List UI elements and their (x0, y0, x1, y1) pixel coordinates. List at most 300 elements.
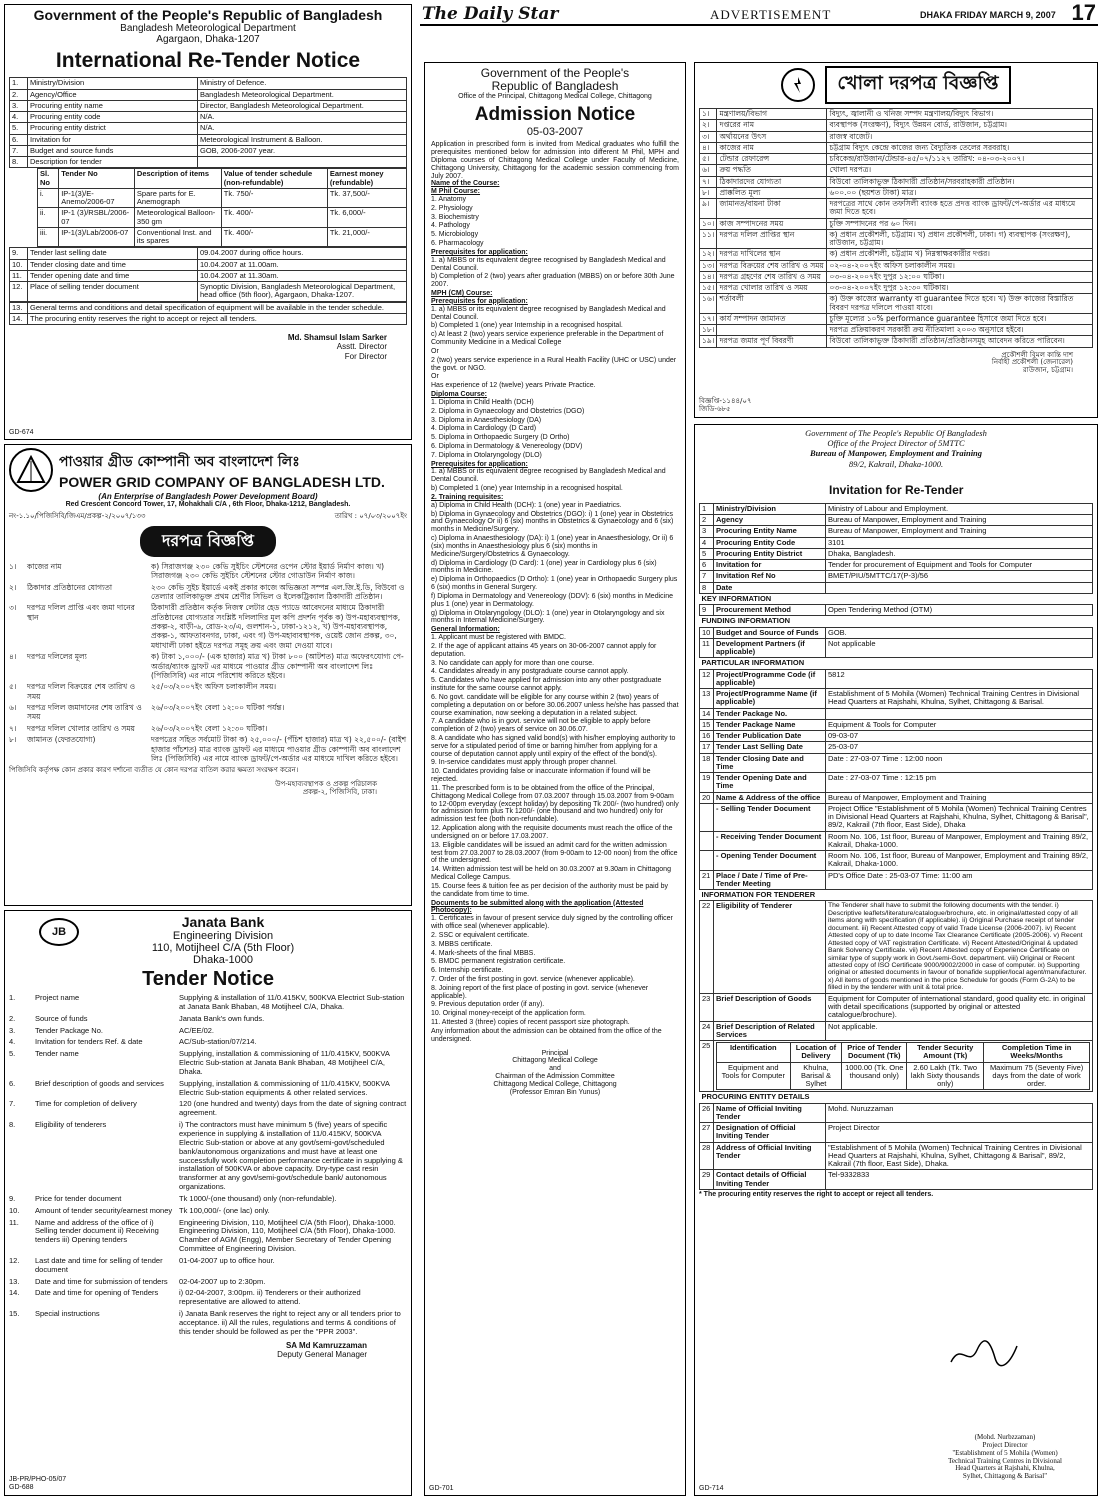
row-value: Not applicable (826, 638, 1093, 658)
row-label: কাজ সম্পাদনের সময় (717, 218, 827, 229)
table-cell: Khulna, Barisal & Sylhet (790, 1062, 842, 1090)
khola-code-1: বিজ্ঞপ্তি-১১৪৪/০৭ (699, 397, 752, 406)
item-number: 5. (9, 1049, 16, 1059)
table-cell: Meteorological Balloon-350 gm (134, 208, 221, 228)
row-label: Development Partners (if applicable) (714, 638, 826, 658)
row-value: Establishment of 5 Mohila (Women) Technical Training Centres in Divisional Head Quarters at Rajshahi, Khulna, Sylhet, Chittagong & Barisal. (826, 689, 1093, 709)
bmd-sign-name: Md. Shamsul Islam Sarker (287, 333, 387, 343)
list-item: 11. The prescribed form is to be obtained from the office of the Principal, Chittagong Medical College from 07.03.2007 through 15.03.2007 from 9-00am to 12-00pm everyday (except holiday) by depositing Tk 200/- (two hundred) only for admission form plus Tk 1200/- (one thousand and two hundred) only for admission test fee (both non-refundable). (431, 784, 679, 824)
row-number: 7. (10, 145, 28, 156)
row-label: Place of selling tender document (28, 282, 198, 302)
item-value: 01-04-2007 up to office hour. (179, 1255, 275, 1265)
bmd-gov: Government of the People's Republic of Bangladesh (33, 7, 383, 23)
row-value: The Tenderer shall have to submit the following documents with the tender. i) Descriptive leaflets/literature/catalogue/brochure, etc. in original/attested copy of all items along with specification (if applicable). ii) Original Purchase receipt of tender document. iii) Recent Attested copy of valid Trade License (2006-2007). iv) Recent Attested copy of up to date Income Tax Clearance Certificate (2005-2006). v) Recent Attested copy of VAT registration Certificate. vi) Recent Attested/Original & updated Bank Solvency Certificate. vii) Recent Attested copy of Experience Certificate on similar type of supply work in Govt./semi-Govt. department. viii) Original or Recent attested copy of ISO Certificate 9000/9002/2000 in case of computer. ix) Supporting original or attested documents in favour of bonafide supplier/local agent/manufacturer. x) All items of goods mentioned in the price Schedule for goods (Form G-2A) to be filled in by the tenderer with unit & total price. (826, 901, 1093, 994)
item-label: Special instructions (35, 1309, 100, 1319)
signature-icon (947, 1338, 1027, 1377)
list-item: e) Diploma in Orthopaedics (D Ortho): 1 (one) year in Orthopaedic Surgery plus 6 (six) months in General Surgery. (431, 576, 678, 592)
row-label: Agency/Office (28, 89, 198, 100)
item-label: Brief description of goods and services (35, 1078, 164, 1088)
bmd-notice (4, 4, 412, 440)
table-row (700, 669, 1093, 689)
table-row (700, 1170, 1093, 1190)
row-value: ৬০০.০০ (ছয়শত টাকা) মাত্র। (827, 187, 1093, 198)
janata-rows (9, 994, 407, 1337)
row-label: দরপত্র দাখিলের স্থান (717, 249, 827, 260)
row-number: ১৪। (700, 271, 717, 282)
table-row (10, 248, 407, 259)
cmc-mph-pre (431, 306, 679, 390)
item-value: ২৬/০৩/২০০৭ইং বেলা ১২:০০ ঘটিকা পর্যন্ত। (151, 703, 285, 713)
table-row (700, 803, 1093, 831)
row-value (826, 708, 1093, 719)
row-label: Designation of Official Inviting Tender (714, 1123, 826, 1143)
row-number: 21 (700, 870, 714, 890)
row-value: Ministry of Labour and Employment. (826, 503, 1093, 514)
table-row (700, 548, 1093, 559)
item-label: Name and address of the office of i) Selling tender document ii) Receiving tenders iii) Opening tenders (35, 1217, 159, 1245)
list-item: Or (431, 373, 439, 381)
janata-div: Engineering Division (172, 930, 274, 942)
row-value: Director, Bangladesh Meteorological Department. (198, 100, 407, 111)
smttc-note: * The procuring entity reserves the right to accept or reject all tenders. (699, 1190, 934, 1198)
item-value: i) The contractors must have minimum 5 (five) years of specific experience in supplying & installation of 11/0.415KV, 500KVA Electric Sub-station or above at any govt/semi-govt/scheduled bank/autonomous organizations and must have at least one successfully work completion performance certificate in supplying & installation of 500KVA or above capacity. Dry-type cast resin transformer at any govt/semi-govt/schedule bank/ autonomous organizations. (179, 1120, 403, 1192)
row-value: 3101 (826, 537, 1093, 548)
row-label: Procuring Entity Name (714, 526, 826, 537)
row-number: ১২। (700, 249, 717, 260)
row-number: 12. (10, 282, 28, 302)
row-label: Tender Package No. (714, 708, 826, 719)
list-item (9, 1257, 407, 1275)
table-header-row (38, 169, 407, 189)
item-label: দরপত্র দলিলের মূল্য (27, 652, 87, 662)
khola-sign-3: রাউজান, চট্টগ্রাম। (1022, 366, 1073, 375)
column-header: Tender No (59, 169, 135, 189)
pgcb-title: দরপত্র বিজ্ঞপ্তি (140, 526, 276, 557)
list-item: 11. Attested 3 (three) copies of recent passport size photograph. (431, 1019, 630, 1027)
list-item: c) At least 2 (two) years service experience preferable in the Department of Community Medicine in a Medical College (431, 331, 664, 347)
item-label: Project name (35, 993, 80, 1002)
row-number: ১৭। (700, 313, 717, 324)
row-value: Ministry of Defence. (198, 78, 407, 89)
table-row (700, 773, 1093, 793)
row-number: 4 (700, 537, 714, 548)
table-row (700, 313, 1093, 324)
khola-sign-1: প্রকৌশলী বিমল কান্তি দাশ (1001, 350, 1073, 359)
row-number: ৯। (700, 199, 717, 219)
column-header: Identification (717, 1043, 791, 1063)
item-value: i) 02-04-2007, 3:00pm. ii) Tenderers or their authorized representative are allowed to attend. (179, 1288, 361, 1307)
table-row (700, 1041, 1093, 1092)
table-row (700, 229, 1093, 249)
row-number: 17 (700, 742, 714, 753)
list-item: 3. No candidate can apply for more than one course. (431, 659, 595, 667)
item-value: ক) টাকা ১,০০০/- (এক হাজার) মাত্র খ) টাকা ৮০০ (আটশত) মাত্র অফেরৎযোগ্য পে-অর্ডার/ব্যাংক ড্রাফট এর মাধ্যমে পাওয়ার গ্রীড কোম্পানী অব বাংলাদেশ লিঃ (পিজিসিবি) এর নামে পরিশোধ করিতে হইবে। (151, 652, 404, 680)
row-label: Tender Opening Date and Time (714, 773, 826, 793)
row-number: 1 (700, 503, 714, 514)
list-item: 9. Previous deputation order (if any). (431, 1001, 545, 1009)
row-value: Bureau of Manpower, Employment and Training (826, 515, 1093, 526)
list-item (9, 1310, 407, 1337)
smttc-title: Invitation for Re-Tender (829, 482, 964, 497)
row-label: Name of Official Inviting Tender (714, 1103, 826, 1123)
row-label: শর্তাবলী (717, 294, 827, 314)
list-item: Chairman of the Admission Committee (495, 1073, 615, 1081)
list-item: (Mohd. Nurbzzaman) (974, 1433, 1036, 1442)
row-label: Procuring entity code (28, 112, 198, 123)
list-item: 8. Joining report of the first place of posting in govt. service (whenever applicable). (431, 984, 649, 1000)
cmc-h-pre-3: Prerequisites for application: (431, 460, 528, 468)
cmc-notice (424, 62, 686, 1496)
pgcb-ref: নং-১.১০/পিজিসিবি/জিএম/প্রকল্প-২/২০০৭/১৩৩ (9, 512, 146, 521)
column-header: Tender Security Amount (Tk) (907, 1043, 984, 1063)
cmc-h-gen: General Information: (431, 626, 500, 634)
row-value: Meteorological Instrument & Balloon. (198, 134, 407, 145)
row-value: BMET/PIU/5MTTC/17(P-3)/56 (826, 571, 1093, 582)
table-cell: 1000.00 (Tk. One thousand only) (842, 1062, 907, 1090)
row-value: চুক্তি সম্পাদনের পর ৬০ দিন। (827, 218, 1093, 229)
row-label: - Opening Tender Document (714, 851, 826, 871)
row-label: Procuring Entity Code (714, 537, 826, 548)
list-item: 1. a) MBBS or its equivalent degree recognised by Bangladesh Medical and Dental Council. (431, 256, 666, 272)
table-row (10, 259, 407, 270)
row-number: 18 (700, 753, 714, 773)
table-row (700, 515, 1093, 526)
cmc-h-mphil: M Phil Course: (431, 188, 481, 196)
row-number: 25 (700, 1041, 714, 1092)
table-row (700, 731, 1093, 742)
list-item (9, 1121, 407, 1192)
list-item: 1. Diploma in Child Health (DCH) (431, 398, 534, 406)
row-value: দরপত্র প্রক্রিয়াকরণ সরকারী ক্রয় নীতিমালা ২০০৩ অনুসারে হইবে। (827, 325, 1093, 336)
cmc-h-mph: MPH (CM) Course: (431, 290, 493, 298)
table-row (700, 689, 1093, 709)
list-item: 4. Candidates already in any postgraduate course cannot apply. (431, 668, 629, 676)
row-value: রাজস্ব বাজেট। (827, 131, 1093, 142)
list-item: b) Diploma in Gynaecology and Obstetrics (DGO): i) 1 (one) year in Obstetrics and Gynaecology Or ii) 6 (six) months in Obstetrics & Gynaecology and 6 (six) months in Medicine/Surgery. (431, 510, 674, 534)
list-item: a) Diploma in Child Health (DCH): 1 (one) year in Paediatrics. (431, 501, 622, 509)
item-label: Time for completion of delivery (35, 1099, 137, 1109)
row-number: 16 (700, 731, 714, 742)
list-item (9, 724, 407, 733)
list-item: 3. Biochemistry (431, 213, 479, 221)
section-row (700, 616, 1093, 627)
table-row (700, 271, 1093, 282)
list-item: Head Quarters at Rajshahi, Khulna, (955, 1464, 1055, 1473)
row-label: Invitation for (28, 134, 198, 145)
bmd-sign-title: Asstt. Director (336, 342, 387, 352)
smttc-h1: Government of The People's Republic Of Bangladesh (805, 428, 987, 438)
table-row (700, 218, 1093, 229)
row-value (826, 582, 1093, 593)
pgcb-notice (4, 444, 412, 906)
list-item: 12. Application along with the requisite documents must reach the office of the undersigned on or before 17.03.2007. (431, 825, 673, 840)
table-row (700, 187, 1093, 198)
item-value: AC/Sub-station/07/214. (179, 1037, 257, 1047)
list-item: d) Diploma in Cardiology (D Card): 1 (one) year in Cardiology plus 6 (six) months in Medicine. (431, 559, 657, 575)
item-number: 6. (9, 1078, 16, 1088)
bmd-dept: Bangladesh Meteorological Department (120, 23, 296, 35)
table-row (700, 120, 1093, 131)
row-number: 14 (700, 708, 714, 719)
list-item: Any information about the admission can be obtained from the office of the undersigned. (431, 1027, 662, 1043)
row-number: ১৯। (700, 336, 717, 347)
item-value: Supplying & installation of 11/0.415KV, 500KVA Electrict Sub-station at Janata Bank Bhaban, 48 Motijheel C/A, Dhaka. (179, 993, 405, 1011)
cmc-code: GD-701 (429, 1485, 454, 1492)
table-cell: Tk. 400/- (221, 208, 327, 228)
row-number: 3 (700, 526, 714, 537)
row-number (700, 831, 714, 851)
item-number: 10. (9, 1205, 20, 1215)
item-number: 13. (9, 1276, 20, 1286)
row-label: Brief Description of Related Services (714, 1021, 826, 1041)
item-number: 1. (9, 993, 16, 1002)
row-number: 26 (700, 1103, 714, 1123)
row-value: Dhaka, Bangladesh. (826, 548, 1093, 559)
list-item: 3. MBBS certificate. (431, 940, 493, 948)
row-label: Procurement Method (714, 605, 826, 616)
row-value: 10.04.2007 at 11.30am. (198, 270, 407, 281)
row-value: Bureau of Manpower, Employment and Training (826, 792, 1093, 803)
table-cell: ii. (38, 208, 59, 228)
list-item: 6. Pharmacology (431, 240, 484, 248)
row-label: Tender Package Name (714, 719, 826, 730)
table-row (10, 134, 407, 145)
table-cell: Tk. 37,500/- (327, 188, 406, 208)
pgcb-items (9, 562, 407, 764)
column-header: Location of Delivery (790, 1043, 842, 1063)
table-cell: Tk. 6,000/- (327, 208, 406, 228)
item-label: জামানত (ফেরতযোগ্য) (27, 735, 96, 745)
row-label: জামানত/বায়না টাকা (717, 199, 827, 219)
list-item: Or (431, 347, 439, 355)
row-number: ১৬। (700, 294, 717, 314)
item-label: দরপত্র দলিল খোলার তারিখ ও সময় (27, 723, 135, 733)
table-row (10, 123, 407, 134)
section-row (700, 658, 1093, 669)
item-value: 02-04-2007 up to 2:30pm. (179, 1276, 266, 1286)
row-value: চবিকেন্দ্র/রাউজান/টেন্ডার-৪৫/০৭/১১২৭ তারিখ: ০৪-০৩-২০০৭। (827, 154, 1093, 165)
row-number: 10. (10, 259, 28, 270)
row-label: প্রাক্কলিত মূল্য (717, 187, 827, 198)
list-item: 10. Original money-receipt of the application form. (431, 1010, 586, 1018)
row-number: 11 (700, 638, 714, 658)
item-number: 15. (9, 1309, 20, 1319)
item-number: ৭। (9, 723, 17, 733)
item-number: 3. (9, 1025, 16, 1035)
row-value: দরপত্রের সাথে কোন তফসিলী ব্যাংক হতে প্রদত্ত ব্যাংক ড্রাফট/পে-অর্ডার এর মাধ্যমে জমা দিতে হবে। (827, 199, 1093, 219)
table-cell: Equipment and Tools for Computer (717, 1062, 791, 1090)
row-label: Agency (714, 515, 826, 526)
table-row (10, 89, 407, 100)
row-value: Project Office "Establishment of 5 Mohila (Women) Technical Training Centres in Divisional Head Quarters at Rajshahi, Khulna, Sylhet, Chittagong & Barisal", 89/2, Kakrail (7th floor, East Side), Dhaka (826, 803, 1093, 831)
list-item (9, 603, 407, 650)
table-row (700, 109, 1093, 120)
bpdb-logo-icon (781, 68, 815, 102)
pgcb-sign-2: প্রকল্প-২, পিজিসিবি, ঢাকা। (302, 788, 377, 796)
item-number: 11. (9, 1217, 19, 1227)
row-value: চট্টগ্রাম বিদ্যুৎ কেন্দ্রে কাজের জন্য বৈদ্যুতিক তেলের সরবরাহ। (827, 142, 1093, 153)
table-row (700, 582, 1093, 593)
item-number: 4. (9, 1037, 16, 1047)
row-value: Not applicable. (826, 1021, 1093, 1041)
item-value: দরপত্রের সহিত সর্বমোট টাকা ক) ২৫,০০০/- (পঁচিশ হাজার) মাত্র খ) ২২,৫০০/- (বাইশ হাজার পাঁচশত) মাত্র ব্যাংক ড্রাফট এর মাধ্যমে পাওয়ার গ্রীড কোম্পানী অব বাংলাদেশ লিঃ (পিজিসিবি) এর নামে ব্যাংক ড্রাফট/পে-অর্ডার এর মাধ্যমে দাখিল করিতে হইবে। (151, 735, 407, 763)
row-label: Tender opening date and time (28, 270, 198, 281)
row-number: 7 (700, 571, 714, 582)
table-cell: Maximum 75 (Seventy Five) days from the date of work order. (984, 1062, 1090, 1090)
pgcb-note: পিজিসিবি কর্তৃপক্ষ কোন প্রকার কারণ দর্শানো ব্যতীত যে কোন দরপত্র বাতিল করার ক্ষমতা সংরক্ষণ করেন। (9, 766, 299, 775)
item-value: 120 (one hundred and twenty) days from the date of signing contract agreement. (179, 1099, 407, 1118)
row-value (198, 157, 407, 168)
list-item: 1. Certificates in favour of present service duly signed by the controlling officer with office seal (whenever applicable). (431, 915, 673, 931)
row-number: 24 (700, 1021, 714, 1041)
table-cell: Tk. 400/- (221, 227, 327, 247)
table-row (700, 526, 1093, 537)
row-value: ০২-০৪-২০০৭ইং অফিস চলাকালীন সময়। (827, 260, 1093, 271)
row-value: 5812 (826, 669, 1093, 689)
smttc-code: GD-714 (699, 1485, 724, 1492)
row-label: দরপত্র দলিল প্রাপ্তির স্থান (717, 229, 827, 249)
row-value: 09-03-07 (826, 731, 1093, 742)
row-value: ০৩-০৪-২০০৭ইং দুপুর ১২:৩০ ঘটিকায়। (827, 283, 1093, 294)
row-value: PD's Office Date : 25-03-07 Time: 11:00 am (826, 870, 1093, 890)
list-item: 4. Pathology (431, 222, 470, 230)
row-label: Eligibility of Tenderer (714, 901, 826, 994)
masthead (420, 4, 1098, 26)
cmc-intro: Application in prescribed form is invited from Medical graduates who fulfill the prerequisites mentioned below for admission into different M Phil, MPH and Diploma courses of Chittagong Medical College under Faculty of Medicine, Chittagong University, Chittagong for the academic session commencing from July 2007. (431, 141, 679, 180)
list-item: 9. In-service candidates must apply through proper channel. (431, 759, 617, 767)
row-label: ঠিকাদারদের যোগ্যতা (717, 176, 827, 187)
row-value: Equipment for Computer of international standard, good quality etc. in original with detail specifications (supported by original or attested catalogue/brochure). (826, 993, 1093, 1021)
row-label: Ministry/Division (714, 503, 826, 514)
row-number (700, 803, 714, 831)
item-value: Tk 100,000/- (one lac) only. (179, 1205, 270, 1215)
row-number: 29 (700, 1170, 714, 1190)
row-label: Budget and source funds (28, 145, 198, 156)
table-cell: Tk. 750/- (221, 188, 327, 208)
cmc-h-pre-2: Prerequisites for application: (431, 297, 528, 305)
row-number: 6. (10, 134, 28, 145)
row-number: ১৩। (700, 260, 717, 271)
row-label: Project/Programme Name (if applicable) (714, 689, 826, 709)
cmc-mphil-pre (431, 257, 679, 289)
table-cell: IP-1(3)/E-Anemo/2006-07 (59, 188, 135, 208)
item-number: ১। (9, 561, 17, 571)
row-label: টেন্ডার রেফারেন্স (717, 154, 827, 165)
table-row (700, 605, 1093, 616)
cmc-gen-list (431, 634, 679, 899)
row-number: 9. (10, 248, 28, 259)
smttc-table (699, 503, 1093, 1190)
row-number: ২। (700, 120, 717, 131)
item-label: Last date and time for selling of tender document (35, 1255, 163, 1274)
row-number: 22 (700, 901, 714, 994)
row-value: Bangladesh Meteorological Department. (198, 89, 407, 100)
cmc-h-pre-1: Prerequisites for application: (431, 248, 528, 256)
row-label: Procuring entity district (28, 123, 198, 134)
row-number: 6 (700, 560, 714, 571)
list-item: 6. Diploma in Dermatology & Venereology (DDV) (431, 443, 583, 450)
item-label: Eligibility of tenderers (35, 1120, 107, 1130)
row-label: Project/Programme Code (if applicable) (714, 669, 826, 689)
row-label: Procuring entity name (28, 100, 198, 111)
table-row (10, 282, 407, 302)
row-label: মন্ত্রণালয়/বিভাগ (717, 109, 827, 120)
row-label: অর্থায়নের উৎস (717, 131, 827, 142)
smttc-h2: Office of the Project Director of 5MTTC (827, 438, 965, 449)
item-label: Tender name (35, 1049, 79, 1059)
row-value: Open Tendering Method (OTM) (826, 605, 1093, 616)
smttc-sign (925, 1434, 1085, 1481)
bmd-title: International Re-Tender Notice (55, 49, 361, 73)
row-value: Tender for procurement of Equipment and Tools for Computer (826, 560, 1093, 571)
list-item (9, 1289, 407, 1307)
row-label: Description for tender (28, 157, 198, 168)
pgcb-address: Red Crescent Concord Tower, 17, Mohakhali C/A , 6th Floor, Dhaka-1212, Bangladesh. (65, 501, 351, 509)
list-item: 2. SSC or equivalent certificate. (431, 931, 530, 939)
table-cell: IP-1 (3)/RSBL/2006-07 (59, 208, 135, 228)
cmc-h-course: Name of the Course: (431, 180, 500, 188)
row-number: 5 (700, 548, 714, 559)
khola-notice (694, 62, 1098, 418)
row-value: ০৩-০৪-২০০৭ইং দুপুর ১২:০০ ঘটিকা। (827, 271, 1093, 282)
row-number: 12 (700, 669, 714, 689)
row-number: ৬। (700, 165, 717, 176)
list-item: c) Diploma in Anaesthesiology (DA): i) 1 (one) year in Anaesthesiology, Or ii) 6 (six) months in Anaesthesiology plus 6 (six) months in Medicine/Surgery/Obstetrics & Gynaecology. (431, 535, 674, 558)
list-item (9, 994, 407, 1012)
table-cell: 2.60 Lakh (Tk. Two lakh Sixty thousands only) (907, 1062, 984, 1090)
table-row (10, 145, 407, 156)
column-header: Sl. No (38, 169, 59, 189)
item-label: দরপত্র দলিল জমাদানের শেষ তারিখ ও সময় (27, 703, 142, 722)
table-row (700, 336, 1093, 347)
bmd-tender-table (37, 168, 407, 247)
row-number (700, 851, 714, 871)
list-item: and (549, 1065, 561, 1073)
list-item: Chittagong Medical College (512, 1057, 598, 1065)
item-number: ৬। (9, 703, 17, 713)
row-label: - Receiving Tender Document (714, 831, 826, 851)
row-label: ক্রয় পদ্ধতি (717, 165, 827, 176)
row-label: - Selling Tender Document (714, 803, 826, 831)
row-number: 8. (10, 157, 28, 168)
row-label: Invitation Ref No (714, 571, 826, 582)
row-value: Date : 27-03-07 Time : 12:15 pm (826, 773, 1093, 793)
pgcb-name-bn: পাওয়ার গ্রীড কোম্পানী অব বাংলাদেশ লিঃ (59, 454, 300, 470)
table-cell: Tk. 21,000/- (327, 227, 406, 247)
list-item: g) Diploma in Otolaryngology (DLO): 1 (one) year in Otolaryngology and six months in Internal Medicine/Surgery. (431, 609, 665, 625)
item-label: দরপত্র দলিল প্রাপ্তি এবং জমা দানের স্থান (27, 603, 135, 622)
item-label: Date and time for opening of Tenders (35, 1288, 159, 1298)
row-value: খোলা দরপত্র। (827, 165, 1093, 176)
row-number: ৩। (700, 131, 717, 142)
row-label: Budget and Source of Funds (714, 627, 826, 638)
row-label: দরপত্র খোলার তারিখ ও সময় (717, 283, 827, 294)
table-row (700, 249, 1093, 260)
pgcb-logo (9, 448, 53, 492)
list-item: (Professor Emran Bin Yunus) (509, 1088, 601, 1096)
table-row (10, 270, 407, 281)
item-label: Date and time for submission of tenders (35, 1276, 168, 1286)
item-value: i) Janata Bank reserves the right to reject any or all tenders prior to acceptance. ii) All the rules, regulations and terms & conditions of this tender should be followed as per the "PPR 2003". (179, 1309, 401, 1336)
list-item: b) Completed 1 (one) year Internship in a recognised hospital. (431, 485, 623, 493)
issue-date: DHAKA FRIDAY MARCH 9, 2007 (920, 10, 1056, 20)
list-item: b) Completed 1 (one) year Internship in a recognised hospital. (431, 322, 623, 330)
item-number: 9. (9, 1193, 16, 1203)
row-label: দরপত্র বিক্রয়ের শেষ তারিখ ও সময় (717, 260, 827, 271)
cmc-dip-list (431, 399, 679, 460)
row-value: Room No. 106, 1st floor, Bureau of Manpower, Employment and Training 89/2, Kakrail, Dhaka-1000. (826, 831, 1093, 851)
table-row (700, 831, 1093, 851)
